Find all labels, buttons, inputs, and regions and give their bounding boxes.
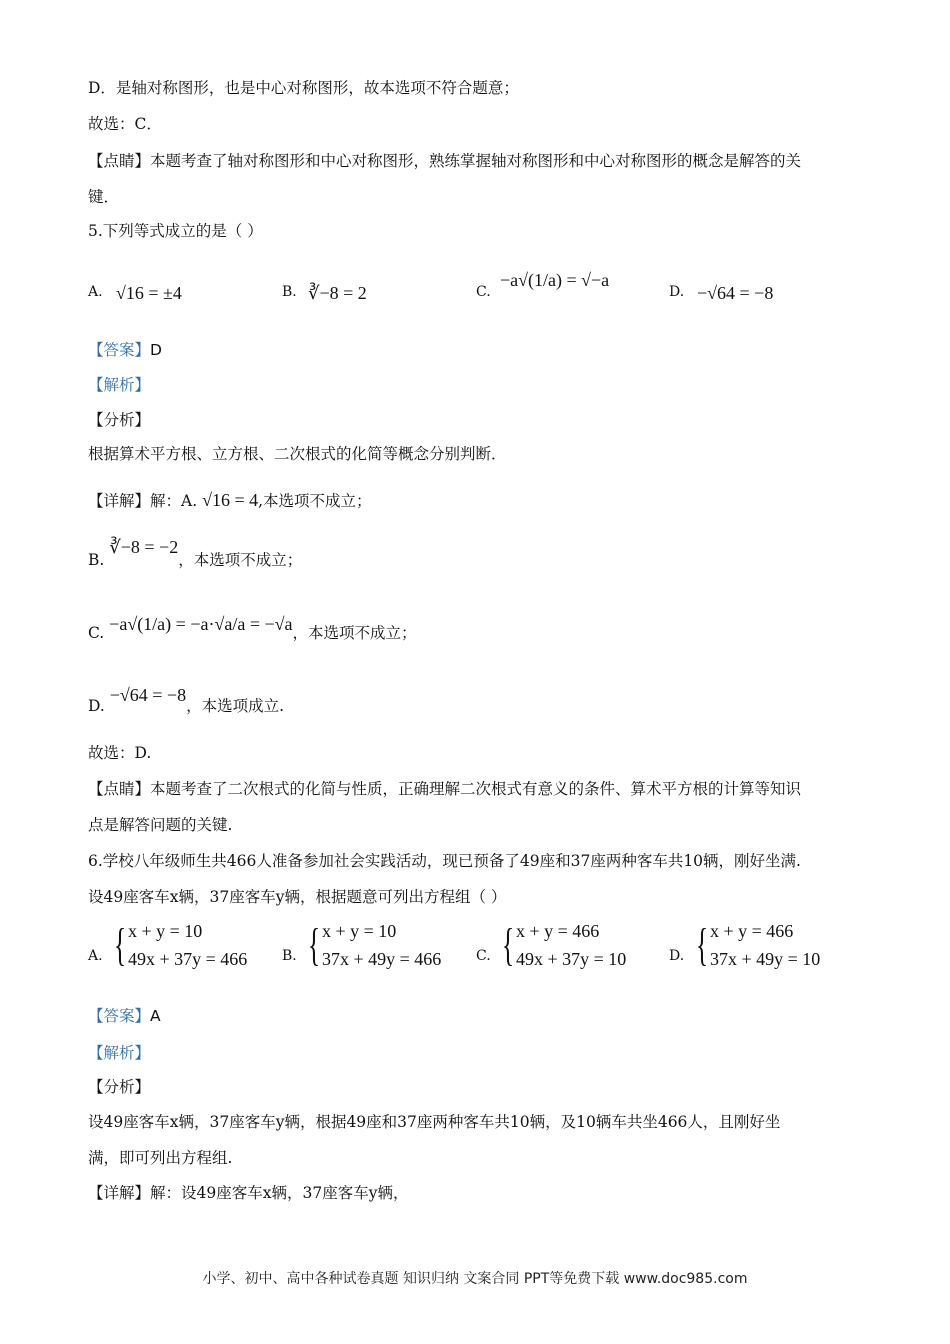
equation: 49x + 37y = 10 [516, 949, 627, 969]
answer-5 [88, 340, 162, 360]
detail-prefix: B. [88, 551, 105, 569]
text-line: 根据算术平方根、立方根、二次根式的化简等概念分别判断． [88, 445, 507, 463]
question-6: 设49座客车x辆，37座客车y辆，根据题意可列出方程组（ ） [88, 888, 507, 906]
option-b-system [308, 917, 441, 973]
option-a-label: A. [88, 948, 103, 964]
option-a-label: A. [88, 284, 103, 300]
option-c-label: C. [476, 948, 491, 964]
text-line: 点是解答问题的关键. [88, 816, 233, 834]
brace-icon: { [308, 919, 321, 970]
option-c-label: C. [476, 284, 491, 300]
option-d-system [696, 917, 820, 973]
detail-formula: ∛−8 = −2 [109, 537, 179, 557]
option-b-label: B. [282, 948, 297, 964]
detail-d [88, 685, 285, 716]
detail-formula: −a√(1/a) = −a·√a/a = −√a [109, 614, 293, 634]
detail-suffix: ，本选项不成立； [292, 624, 417, 642]
equation: 37x + 49y = 10 [710, 949, 821, 969]
option-d-formula: −√64 = −8 [697, 283, 774, 303]
equation: x + y = 10 [128, 921, 203, 941]
option-a-formula: √16 = ±4 [116, 283, 182, 303]
brace-icon: { [696, 919, 709, 970]
answer-tag: 【答案】 [88, 1007, 151, 1025]
text-line: 【点睛】本题考查了轴对称图形和中心对称图形，熟练掌握轴对称图形和中心对称图形的概念是解答的关 [88, 152, 802, 170]
detail-suffix: ，本选项成立. [186, 697, 285, 715]
detail-prefix: 【详解】解：A. [88, 492, 198, 510]
text-line: 【详解】解：设49座客车x辆，37座客车y辆， [88, 1184, 409, 1202]
detail-prefix: C. [88, 624, 105, 642]
detail-suffix: ,本选项不成立； [258, 492, 372, 510]
answer-value: D [150, 341, 162, 359]
equation: x + y = 466 [710, 921, 794, 941]
equation: x + y = 466 [516, 921, 600, 941]
detail-suffix: ，本选项不成立； [178, 551, 303, 569]
analysis-tag: 【解析】 [88, 1044, 151, 1062]
brace-icon: { [502, 919, 515, 970]
text-line: 满，即可列出方程组. [88, 1149, 233, 1167]
equation: 49x + 37y = 466 [128, 949, 248, 969]
option-a-system [114, 917, 247, 973]
text-line: 设49座客车x辆，37座客车y辆，根据49座和37座两种客车共10辆，及10辆车共坐466人，且刚好坐 [88, 1113, 781, 1131]
text-line: 【点睛】本题考查了二次根式的化简与性质，正确理解二次根式有意义的条件、算术平方根的计算等知识 [88, 780, 802, 798]
option-d-label: D. [669, 284, 685, 300]
answer-tag: 【答案】 [88, 341, 151, 359]
equation: x + y = 10 [322, 921, 397, 941]
option-c-formula: −a√(1/a) = √−a [500, 270, 610, 290]
option-c-system [502, 917, 626, 973]
page-footer: 小学、初中、高中各种试卷真题 知识归纳 文案合同 PPT等免费下载 www.doc985.com [202, 1271, 748, 1287]
section-tag: 【分析】 [88, 1078, 151, 1096]
section-tag: 【分析】 [88, 411, 151, 429]
text-line: D．是轴对称图形，也是中心对称图形，故本选项不符合题意； [88, 79, 519, 97]
option-d-label: D. [669, 948, 685, 964]
question-6: 6.学校八年级师生共466人准备参加社会实践活动，现已预备了49座和37座两种客车共10辆，刚好坐满. [88, 852, 801, 870]
detail-b [88, 537, 303, 570]
option-b-label: B. [282, 284, 297, 300]
answer-value: A [150, 1007, 161, 1025]
text-line: 故选：C． [88, 115, 162, 133]
question-5: 5.下列等式成立的是（ ） [88, 222, 263, 240]
detail-c [88, 614, 417, 643]
detail-prefix: D. [88, 697, 105, 715]
detail-a [88, 490, 372, 511]
analysis-tag: 【解析】 [88, 376, 151, 394]
brace-icon: { [114, 919, 127, 970]
detail-formula: √16 = 4 [202, 490, 259, 510]
text-line: 故选：D. [88, 744, 152, 762]
equation: 37x + 49y = 466 [322, 949, 442, 969]
text-line: 键． [88, 188, 120, 206]
answer-6 [88, 1006, 161, 1026]
detail-formula: −√64 = −8 [109, 685, 187, 705]
option-b-formula: ∛−8 = 2 [308, 283, 367, 303]
